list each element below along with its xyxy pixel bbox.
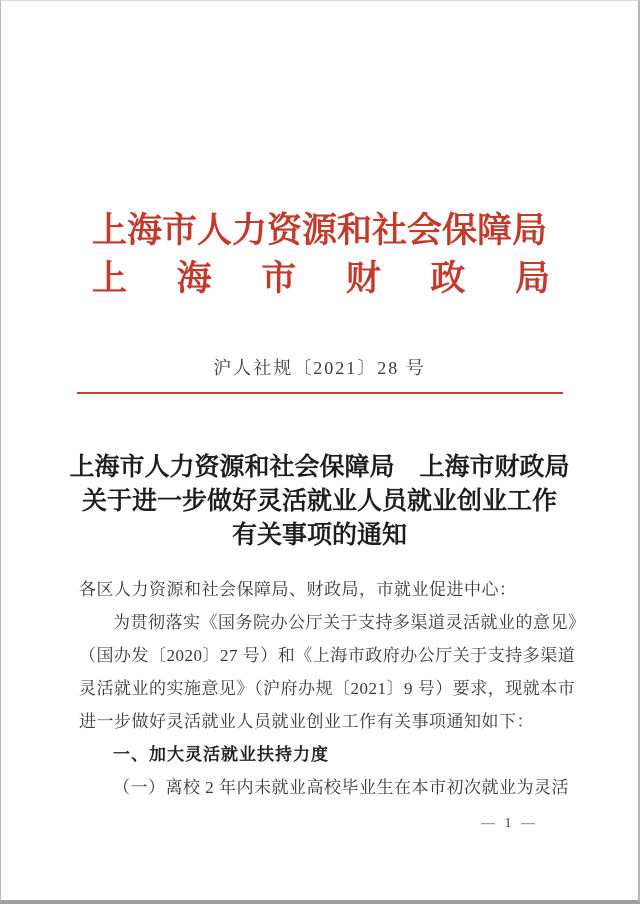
document-body [79, 573, 586, 804]
document-number: 沪人社规〔2021〕28 号 [213, 358, 426, 378]
page-number: — 1 — [481, 816, 538, 831]
body-line-4: 进一步做好灵活就业人员就业创业工作有关事项通知如下： [79, 712, 534, 731]
red-divider-line [77, 392, 563, 394]
title-line-2: 关于进一步做好灵活就业人员就业创业工作 [81, 488, 557, 515]
issuing-agency-line-1: 上海市人力资源和社会保障局 [91, 211, 547, 250]
body-line-3: 灵活就业的实施意见》（沪府办规〔2021〕9 号）要求，现就本市 [79, 679, 576, 698]
salutation-line: 各区人力资源和社会保障局、财政局，市就业促进中心： [79, 580, 517, 599]
clause-line: （一）离校 2 年内未就业高校毕业生在本市初次就业为灵活 [113, 778, 569, 797]
title-line-3: 有关事项的通知 [231, 522, 407, 549]
body-line-1: 为贯彻落实《国务院办公厅关于支持多渠道灵活就业的意见》 [113, 613, 586, 632]
title-line-1: 上海市人力资源和社会保障局 上海市财政局 [69, 454, 570, 481]
document-title [1, 451, 638, 553]
body-line-2: （国办发〔2020〕27 号）和《上海市政府办公厅关于支持多渠道 [79, 646, 576, 665]
issuing-agency-line-2: 上 海 市 财 政 局 [92, 259, 550, 298]
section-heading: 一、加大灵活就业扶持力度 [113, 745, 329, 764]
